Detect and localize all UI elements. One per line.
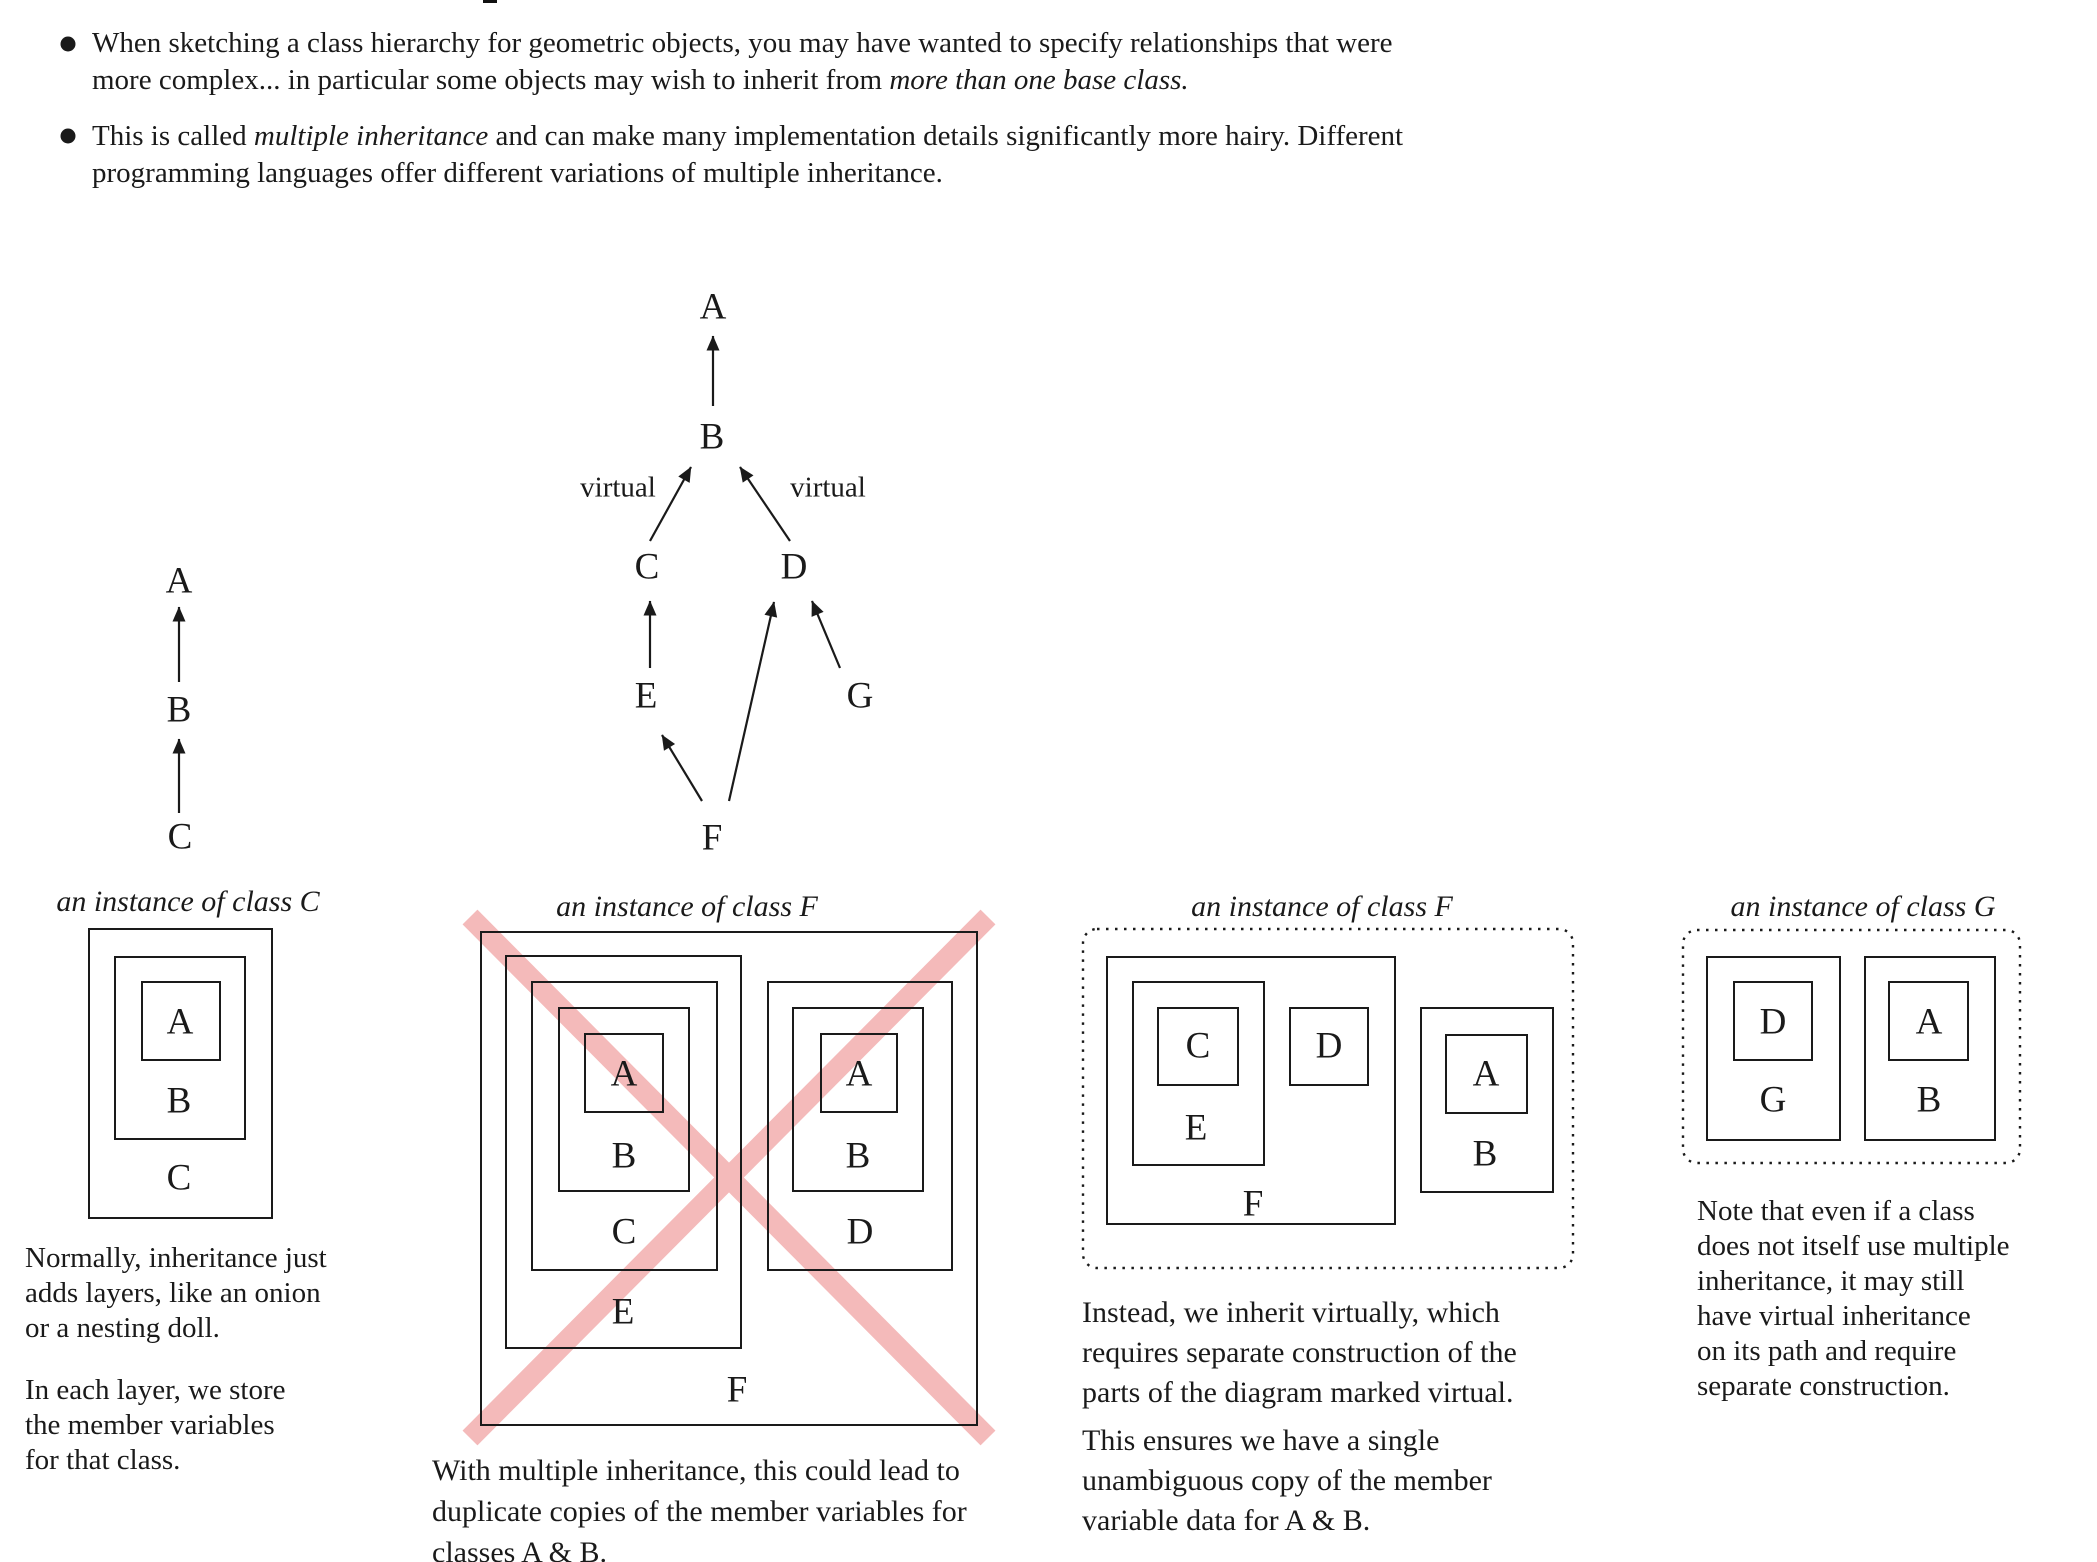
instance-g-boxes [1683, 930, 2020, 1163]
tree-node-a: A [699, 286, 727, 328]
fx-caption: an instance of class F [556, 890, 818, 923]
arrow-f-to-e [662, 735, 702, 801]
arrow-g-to-d [812, 601, 840, 668]
bullet-1-text [92, 25, 1393, 99]
instance-c-caption: an instance of class C [56, 885, 320, 918]
bullet-2-line-1: This is called multiple inheritance and can make many implementation details significantly more hairy. Different [92, 120, 1404, 152]
fv-label-f: F [1242, 1183, 1264, 1225]
crossed-out-x [470, 917, 988, 1438]
virtual-label-left: virtual [580, 471, 656, 504]
g-paragraph [1697, 1194, 2010, 1404]
fv-label-a: A [1472, 1053, 1500, 1095]
bullet-2-line-2: programming languages offer different variations of multiple inheritance. [92, 157, 943, 189]
instance-c-label-c: C [166, 1157, 192, 1199]
clipped-title-fragment [483, 0, 497, 3]
arrow-d-to-b [740, 467, 790, 541]
g-label-b: B [1916, 1079, 1942, 1121]
fx-paragraph [432, 1450, 967, 1562]
tree-node-d: D [780, 546, 808, 588]
virtual-label-right: virtual [790, 471, 866, 504]
text-line: Note that even if a class [1697, 1195, 1975, 1227]
text-line: for that class. [25, 1444, 181, 1476]
bullet-1-line-1: When sketching a class hierarchy for geometric objects, you may have wanted to specify relationships that were [92, 27, 1393, 59]
text-line: Instead, we inherit virtually, which [1082, 1296, 1500, 1329]
text-line: separate construction. [1697, 1370, 1950, 1402]
text-line: the member variables [25, 1409, 275, 1441]
fx-left-label-c: C [611, 1211, 637, 1253]
text-line: or a nesting doll. [25, 1312, 220, 1344]
arrow-c-to-b [650, 467, 691, 541]
text-line: Normally, inheritance just [25, 1242, 327, 1274]
text-line: This ensures we have a single [1082, 1424, 1440, 1457]
arrow-f-to-d [729, 602, 774, 801]
text-line: unambiguous copy of the member [1082, 1464, 1492, 1497]
bullet-dot-2 [61, 129, 76, 144]
fv-caption: an instance of class F [1191, 890, 1453, 923]
text-line: variable data for A & B. [1082, 1504, 1371, 1537]
text-line: inheritance, it may still [1697, 1265, 1965, 1297]
g-label-a: A [1915, 1001, 1943, 1043]
fv-paragraph-2 [1082, 1421, 1492, 1541]
bullet-1-line-2: more complex... in particular some objects may wish to inherit from more than one base class. [92, 64, 1189, 96]
fv-label-b: B [1472, 1133, 1498, 1175]
bullet-dot-1 [61, 37, 76, 52]
fv-dotted-envelope [1083, 929, 1573, 1268]
tree-node-c: C [634, 546, 660, 588]
chain-node-c: C [167, 816, 193, 858]
text-line: requires separate construction of the [1082, 1336, 1517, 1369]
fx-right-label-d: D [846, 1211, 874, 1253]
g-label-g: G [1759, 1079, 1787, 1121]
text-line: classes A & B. [432, 1536, 608, 1562]
tree-node-f: F [701, 817, 723, 859]
fv-label-c: C [1185, 1025, 1211, 1067]
fv-label-d: D [1315, 1025, 1343, 1067]
text-line: have virtual inheritance [1697, 1300, 1971, 1332]
fv-label-e: E [1184, 1107, 1208, 1149]
chain-node-b: B [166, 689, 192, 731]
fx-right-label-b: B [845, 1135, 871, 1177]
instance-c-paragraph-2 [25, 1373, 286, 1478]
main-tree-arrows [650, 336, 840, 801]
instance-c-paragraph-1 [25, 1241, 327, 1346]
bullet-2-text [92, 118, 1403, 192]
fx-right-label-a: A [845, 1053, 873, 1095]
tree-node-g: G [846, 675, 874, 717]
instance-c-label-b: B [166, 1080, 192, 1122]
tree-node-e: E [634, 675, 658, 717]
tree-node-b: B [699, 416, 725, 458]
fx-left-label-e: E [611, 1291, 635, 1333]
g-label-d: D [1759, 1001, 1787, 1043]
instance-c-label-a: A [166, 1001, 194, 1043]
text-line: adds layers, like an onion [25, 1277, 321, 1309]
text-line: With multiple inheritance, this could lead to [432, 1454, 960, 1487]
fv-paragraph-1 [1082, 1293, 1517, 1413]
fx-left-label-a: A [610, 1053, 638, 1095]
text-line: duplicate copies of the member variables for [432, 1495, 967, 1528]
text-line: parts of the diagram marked virtual. [1082, 1376, 1514, 1409]
chain-node-a: A [165, 560, 193, 602]
g-caption: an instance of class G [1730, 890, 1996, 923]
text-line: does not itself use multiple [1697, 1230, 2010, 1262]
text-line: on its path and require [1697, 1335, 1957, 1367]
fx-left-label-b: B [611, 1135, 637, 1177]
fx-label-f: F [726, 1369, 748, 1411]
instance-f-virtual-boxes [1083, 929, 1573, 1268]
text-line: In each layer, we store [25, 1374, 286, 1406]
